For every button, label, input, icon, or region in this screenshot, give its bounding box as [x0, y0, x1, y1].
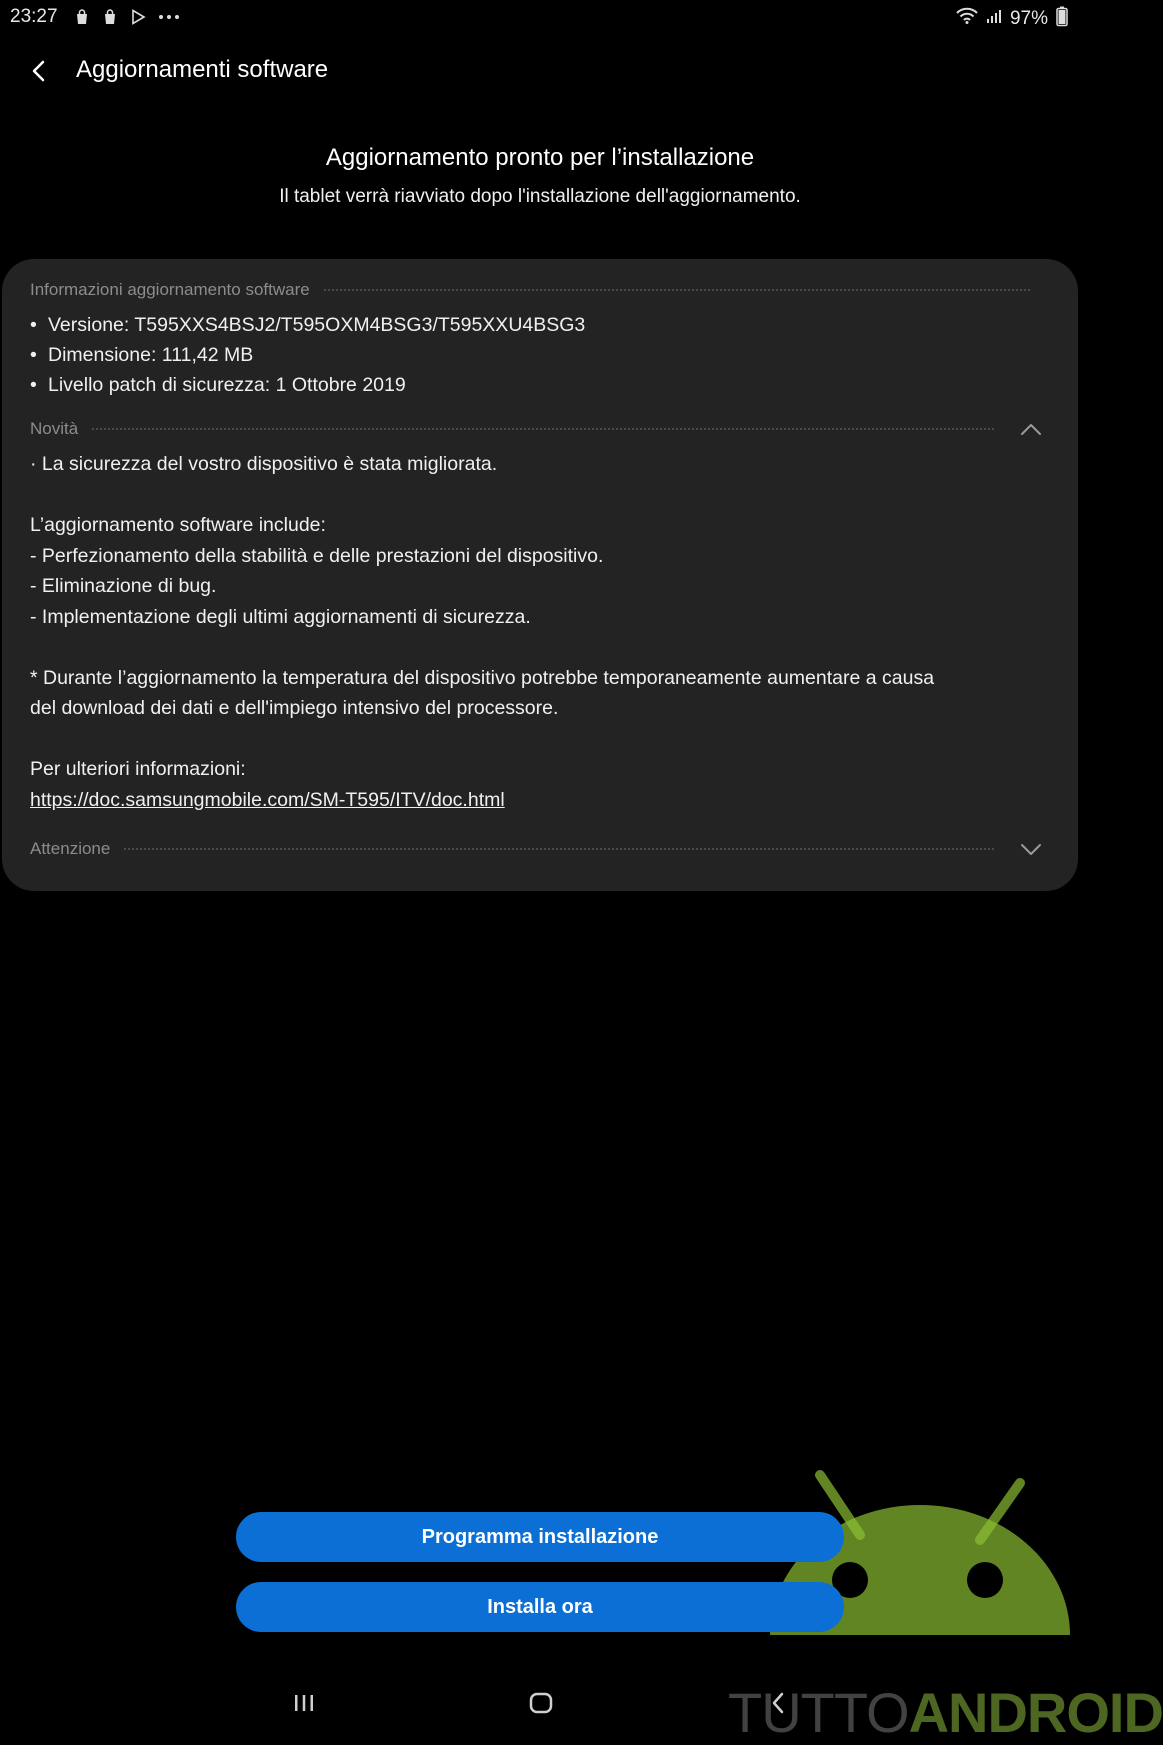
divider [324, 289, 1030, 291]
app-header [0, 48, 1080, 94]
attention-section-label: Attenzione [30, 839, 111, 858]
navigation-bar [0, 1678, 1080, 1728]
back-arrow-icon [29, 59, 49, 83]
notification-icons [74, 6, 180, 28]
news-line: - Eliminazione di bug. [30, 575, 217, 597]
info-section-header [30, 279, 1044, 301]
news-line: del download dei dati e dell'impiego intensivo del processore. [30, 697, 559, 719]
info-section-label: Informazioni aggiornamento software [30, 280, 310, 299]
news-line: Per ulteriori informazioni: [30, 758, 246, 780]
recent-apps-icon [293, 1693, 315, 1713]
update-ready-title: Aggiornamento pronto per l’installazione [325, 144, 755, 171]
chevron-up-icon [1020, 422, 1042, 436]
news-section-label: Novità [30, 419, 79, 438]
nav-back-button[interactable] [758, 1686, 798, 1720]
expand-attention-button[interactable] [1018, 838, 1044, 860]
status-time: 23:27 [10, 6, 58, 27]
home-button[interactable] [521, 1686, 561, 1720]
more-info-link[interactable]: https://doc.samsungmobile.com/SM-T595/ITV/doc.html [30, 788, 505, 811]
watermark-part-2: ANDROID [908, 1681, 1163, 1744]
patch-level-text: Livello patch di sicurezza: 1 Ottobre 2019 [48, 374, 406, 396]
nav-back-icon [770, 1692, 786, 1714]
info-list [30, 310, 585, 400]
list-item: • Versione: T595XXS4BSJ2/T595OXM4BSG3/T595XXU4BSG3 [30, 314, 586, 336]
divider [124, 848, 994, 850]
play-store-icon [130, 9, 146, 25]
news-line: - Perfezionamento della stabilità e delle prestazioni del dispositivo. [30, 544, 604, 567]
news-line: · La sicurezza del vostro dispositivo è stata migliorata. [30, 453, 498, 475]
shopping-bag-icon [74, 9, 90, 25]
attention-section-header[interactable] [30, 838, 1008, 860]
install-now-button[interactable]: Installa ora [236, 1582, 844, 1632]
news-content [30, 449, 1050, 815]
page-title: Aggiornamenti software [76, 56, 329, 83]
wifi-icon [956, 8, 978, 30]
spacer [30, 480, 1050, 511]
news-section-header[interactable] [30, 418, 1008, 440]
status-right [956, 6, 1068, 32]
news-line: - Implementazione degli ultimi aggiornamenti di sicurezza. [30, 605, 531, 628]
watermark-part-1: TUTTO [728, 1681, 909, 1744]
signal-icon [986, 8, 1002, 30]
update-ready-subtitle: Il tablet verrà riavviato dopo l'installazione dell'aggiornamento. [279, 186, 801, 207]
chevron-down-icon [1020, 842, 1042, 856]
news-line: * Durante l’aggiornamento la temperatura del dispositivo potrebbe temporaneamente aumentare a causa [30, 666, 935, 689]
schedule-install-button[interactable]: Programma installazione [236, 1512, 844, 1562]
size-text: Dimensione: 111,42 MB [48, 344, 254, 366]
shopping-bag-icon [102, 9, 118, 25]
collapse-news-button[interactable] [1018, 418, 1044, 440]
battery-icon [1056, 6, 1068, 32]
list-item: • Dimensione: 111,42 MB [30, 344, 254, 366]
home-icon [529, 1692, 553, 1714]
more-dots-icon [158, 14, 180, 20]
spacer [30, 632, 1050, 663]
battery-percent: 97% [1009, 8, 1048, 29]
status-bar [0, 0, 1080, 34]
news-line: L’aggiornamento software include: [30, 514, 326, 536]
divider [92, 428, 994, 430]
version-text: Versione: T595XXS4BSJ2/T595OXM4BSG3/T595XXU4BSG3 [48, 314, 586, 336]
back-button[interactable] [22, 54, 56, 88]
list-item: • Livello patch di sicurezza: 1 Ottobre 2019 [30, 374, 406, 396]
recent-apps-button[interactable] [284, 1686, 324, 1720]
spacer [30, 724, 1050, 755]
